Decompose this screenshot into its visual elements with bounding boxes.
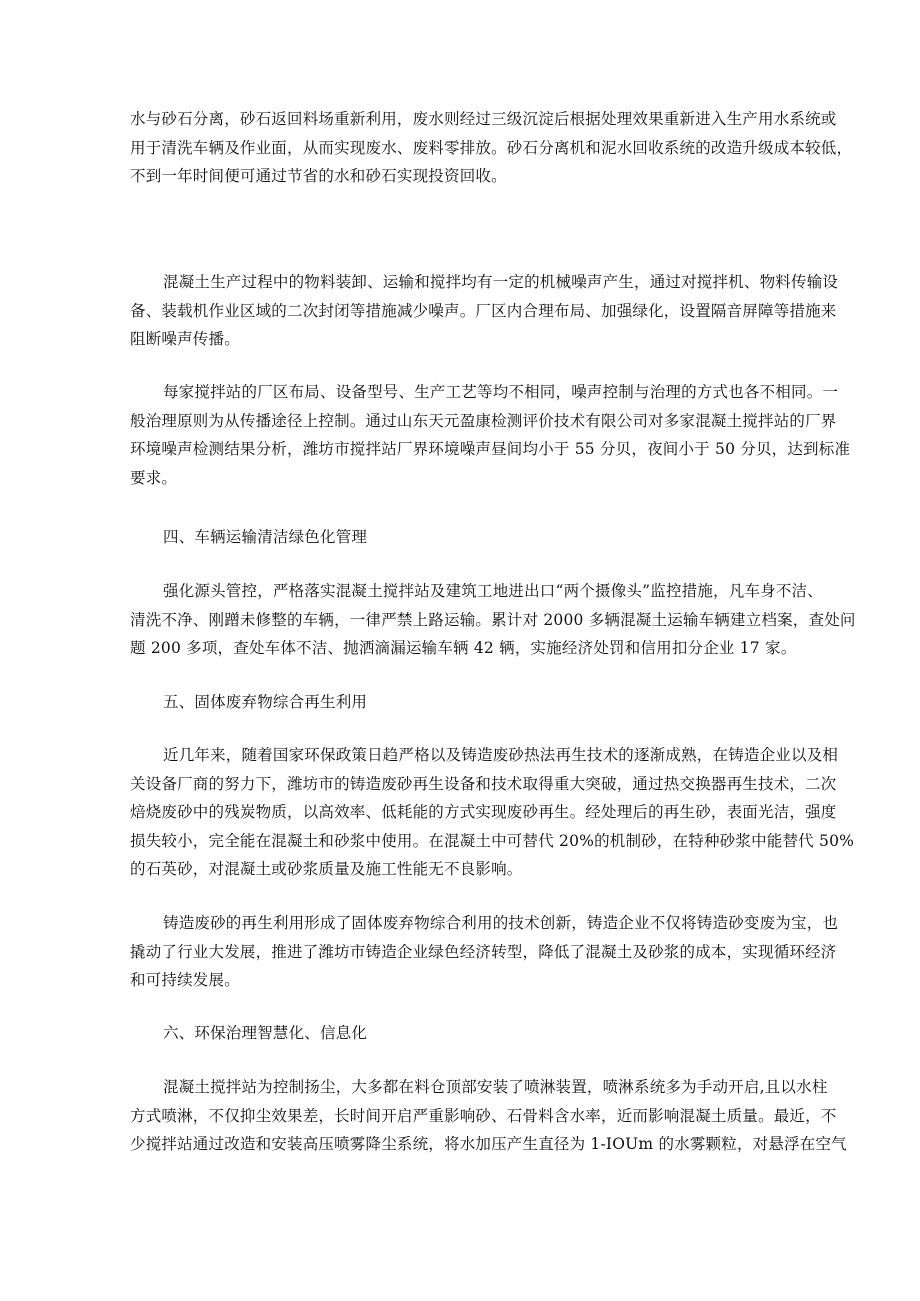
paragraph-spray-dust-control xyxy=(130,1073,847,1159)
text-line: 不到一年时间便可通过节省的水和砂石实现投资回收。 xyxy=(130,167,507,185)
paragraph-noise-control xyxy=(130,378,851,492)
text-line: 题 200 多项，查处车体不洁、抛洒滴漏运输车辆 42 辆，实施经济处罚和信用扣分企业 17 家。 xyxy=(130,639,797,657)
text-line: 铸造废砂的再生利用形成了固体废弃物综合利用的技术创新，铸造企业不仅将铸造砂变废为宝，也 xyxy=(163,914,839,932)
text-line: 强化源头管控，严格落实混凝土搅拌站及建筑工地进出口“两个摄像头”监控措施，凡车身不洁、 xyxy=(163,582,823,600)
text-line: 的石英砂，对混凝土或砂浆质量及施工性能无不良影响。 xyxy=(130,860,523,878)
text-line: 关设备厂商的努力下，潍坊市的铸造废砂再生设备和技术取得重大突破，通过热交换器再生技术，二次 xyxy=(130,774,837,793)
paragraph-noise-sources xyxy=(130,268,839,354)
text-line: 清洗不净、刚蹭未修整的车辆，一律严禁上路运输。累计对 2000 多辆混凝土运输车辆建立档案，查处问 xyxy=(130,610,856,629)
text-line: 损失较小，完全能在混凝土和砂浆中使用。在混凝土中可替代 20%的机制砂，在特种砂浆中能替代 50% xyxy=(130,831,855,850)
section-heading-vehicle-transport xyxy=(130,523,792,552)
text-line: 方式喷淋，不仅抑尘效果差，长时间开启严重影响砂、石骨料含水率，近而影响混凝土质量。最近，不 xyxy=(130,1106,837,1125)
paragraph-wastewater-recycling xyxy=(130,105,853,191)
text-line: 近几年来，随着国家环保政策日趋严格以及铸造废砂热法再生技术的逐渐成熟，在铸造企业以及相 xyxy=(163,746,839,764)
text-line: 用于清洗车辆及作业面，从而实现废水、废料零排放。砂石分离机和泥水回收系统的改造升级成本较低， xyxy=(130,138,853,157)
text-line: 混凝土生产过程中的物料装卸、运输和搅拌均有一定的机械噪声产生，通过对搅拌机、物料传输设 xyxy=(163,273,839,291)
text-line: 环境噪声检测结果分析，潍坊市搅拌站厂界环境噪声昼间均小于 55 分贝，夜间小于 50 分贝，达到标准 xyxy=(130,440,851,458)
text-line: 五、固体废弃物综合再生利用 xyxy=(163,693,368,711)
text-line: 和可持续发展。 xyxy=(130,971,240,989)
text-line: 六、环保治理智慧化、信息化 xyxy=(163,1024,368,1042)
text-line: 四、车辆运输清洁绿色化管理 xyxy=(163,528,368,546)
paragraph-waste-sand-benefits xyxy=(130,909,839,995)
text-line: 要求。 xyxy=(130,468,178,487)
text-line: 焙烧废砂中的残炭物质，以高效率、低耗能的方式实现废砂再生。经处理后的再生砂，表面光洁，强度 xyxy=(130,803,837,821)
paragraph-waste-sand-regeneration xyxy=(130,741,855,884)
text-line: 混凝土搅拌站为控制扬尘，大多都在料仓顶部安装了喷淋装置，喷淋系统多为手动开启,且以水柱 xyxy=(163,1078,828,1096)
text-line: 阻断噪声传播。 xyxy=(130,330,240,348)
text-line: 撬动了行业大发展，推进了潍坊市铸造企业绿色经济转型，降低了混凝土及砂浆的成本，实现循环经济 xyxy=(130,942,837,961)
text-line: 少搅拌站通过改造和安装高压喷雾降尘系统，将水加压产生直径为 1-IOUm 的水雾颗粒，对悬浮在空气 xyxy=(130,1135,847,1153)
text-line: 水与砂石分离，砂石返回料场重新利用，废水则经过三级沉淀后根据处理效果重新进入生产用水系统或 xyxy=(130,110,837,128)
paragraph-vehicle-control xyxy=(130,577,856,663)
text-line: 备、装载机作业区域的二次封闭等措施减少噪声。厂区内合理布局、加强绿化，设置隔音屏障等措施来 xyxy=(130,301,837,320)
section-heading-smart-environmental xyxy=(130,1019,792,1048)
text-line: 每家搅拌站的厂区布局、设备型号、生产工艺等均不相同，噪声控制与治理的方式也各不相同。一 xyxy=(163,383,839,401)
section-heading-solid-waste xyxy=(130,688,792,717)
text-line: 般治理原则为从传播途径上控制。通过山东天元盈康检测评价技术有限公司对多家混凝土搅拌站的厂界 xyxy=(130,411,837,430)
